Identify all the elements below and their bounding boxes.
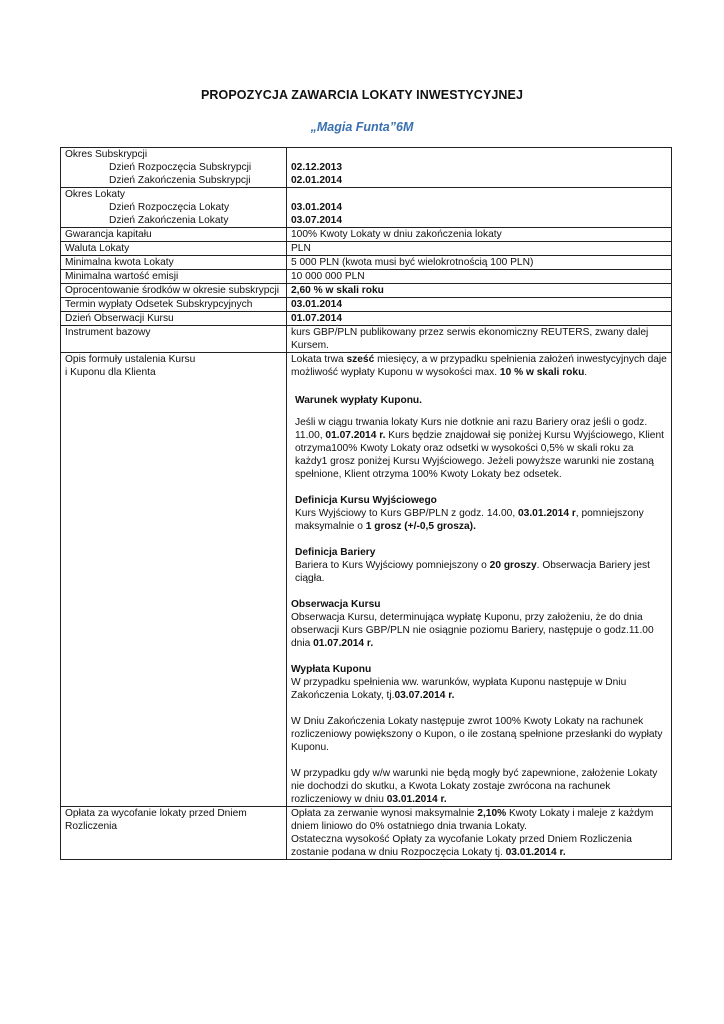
section-text: Bariera to Kurs Wyjściowy pomniejszony o 20 groszy. Obserwacja Bariery jest ciągła. — [295, 560, 650, 584]
row-value: 01.07.2014 — [291, 313, 342, 324]
row-okres-lokaty — [61, 188, 672, 228]
row-label: Oprocentowanie środków w okresie subskrypcji — [61, 284, 287, 298]
oplata-final-text: Ostateczna wysokość Opłaty za wycofanie Lokaty przed Dniem Rozliczenia zostanie podana w dniu Rozpoczęcia Lokaty tj. 03.01.2014 r. — [291, 834, 632, 858]
section-heading: Wypłata Kuponu — [291, 664, 372, 675]
row-label: Minimalna kwota Lokaty — [61, 256, 287, 270]
value-cell — [287, 298, 672, 312]
row-oplata — [61, 807, 672, 860]
row-oprocentowanie — [61, 284, 672, 298]
row-waluta — [61, 242, 672, 256]
product-name: „Magia Funta”6M — [310, 120, 414, 134]
row-sublabel: Dzień Zakończenia Subskrypcji — [109, 175, 251, 186]
brak-skutku-paragraph: W przypadku gdy w/w warunki nie będą mogły być zapewnione, założenie Lokaty nie dochodzi do skutku, a Kwota Lokaty zostaje zwrócona na rachunek rozliczeniowy w dniu 03.01.2014 r. — [291, 768, 658, 805]
row-okres-subskrypcji — [61, 148, 672, 188]
terms-table — [60, 147, 672, 860]
row-value: kurs GBP/PLN publikowany przez serwis ekonomiczny REUTERS, zwany dalej Kursem. — [287, 326, 672, 353]
value-cell — [287, 148, 672, 188]
date-value: 02.01.2014 — [291, 175, 342, 186]
row-label: Waluta Lokaty — [61, 242, 287, 256]
row-value: 100% Kwoty Lokaty w dniu zakończenia lokaty — [287, 228, 672, 242]
section-heading: Definicja Kursu Wyjściowego — [295, 495, 437, 506]
row-instrument — [61, 326, 672, 353]
row-value: 5 000 PLN (kwota musi być wielokrotnością 100 PLN) — [287, 256, 672, 270]
row-dzien-obserwacji — [61, 312, 672, 326]
row-min-emisja — [61, 270, 672, 284]
section-text: W przypadku spełnienia ww. warunków, wypłata Kuponu następuje w Dniu Zakończenia Lokaty, tj.03.07.2014 r. — [291, 677, 627, 701]
section-heading: Warunek wypłaty Kuponu. — [295, 395, 422, 406]
date-value: 03.07.2014 — [291, 215, 342, 226]
page-title: PROPOZYCJA ZAWARCIA LOKATY INWESTYCYJNEJ — [200, 88, 524, 102]
row-opis-formuly — [61, 353, 672, 807]
row-value: 03.01.2014 — [291, 299, 342, 310]
section-text: Kurs Wyjściowy to Kurs GBP/PLN z godz. 14.00, 03.01.2014 r, pomniejszony maksymalnie o 1 grosz (+/-0,5 grosza). — [295, 508, 644, 532]
row-sublabel: Dzień Rozpoczęcia Lokaty — [109, 202, 230, 213]
row-sublabel: Dzień Rozpoczęcia Subskrypcji — [109, 162, 252, 173]
label-cell — [61, 188, 287, 228]
row-label: Okres Lokaty — [65, 189, 126, 200]
label-cell — [61, 353, 287, 807]
zwrot-paragraph: W Dniu Zakończenia Lokaty następuje zwrot 100% Kwoty Lokaty na rachunek rozliczeniowy powiększony o Kupon, o ile zostaną spełnione przesłanki do wypłaty Kuponu. — [291, 716, 663, 753]
date-value: 02.12.2013 — [291, 162, 342, 173]
section-text: Obserwacja Kursu, determinująca wypłatę Kuponu, przy założeniu, że do dnia obserwacji Kurs GBP/PLN nie osiągnie poziomu Bariery, następuje o godz.11.00 dnia 01.07.2014 r. — [291, 612, 654, 649]
row-gwarancja — [61, 228, 672, 242]
wyplata-section — [291, 663, 667, 702]
value-cell — [287, 807, 672, 860]
row-value: 10 000 000 PLN — [287, 270, 672, 284]
section-text: Jeśli w ciągu trwania lokaty Kurs nie dotknie ani razu Bariery oraz jeśli o godz. 11.00, 01.07.2014 r. Kurs będzie znajdował się poniżej Kursu Wyjściowego, Klient otrzyma100% Kwoty Lokaty oraz odsetki w wysokości 0,5% w skali roku za każdy1 grosz poniżej Kursu Wyjściowego. Jeżeli powyższe warunki nie zostaną spełnione, Klient otrzyma 100% Kwoty Lokaty bez odsetek. — [295, 417, 664, 480]
label-cell — [61, 148, 287, 188]
row-value: 2,60 % w skali roku — [291, 285, 384, 296]
obserwacja-section — [291, 598, 667, 650]
row-label: Opis formuły ustalenia Kursu — [65, 354, 196, 365]
row-value: PLN — [287, 242, 672, 256]
value-cell — [287, 312, 672, 326]
warunek-section — [291, 394, 667, 481]
intro-paragraph: Lokata trwa sześć miesięcy, a w przypadku spełnienia założeń inwestycyjnych daje możliwość wypłaty Kuponu w wysokości max. 10 % w skali roku. — [291, 354, 667, 378]
section-heading: Definicja Bariery — [295, 547, 376, 558]
def-kursu-section — [291, 494, 667, 533]
value-cell — [287, 284, 672, 298]
row-label: i Kuponu dla Klienta — [65, 367, 156, 378]
row-label: Instrument bazowy — [61, 326, 287, 353]
row-label: Minimalna wartość emisji — [61, 270, 287, 284]
row-min-kwota — [61, 256, 672, 270]
def-bariery-section — [291, 546, 667, 585]
section-heading: Obserwacja Kursu — [291, 599, 381, 610]
row-label: Termin wypłaty Odsetek Subskrypcyjnych — [61, 298, 287, 312]
row-label: Dzień Obserwacji Kursu — [61, 312, 287, 326]
value-cell — [287, 188, 672, 228]
row-label: Okres Subskrypcji — [65, 149, 148, 160]
row-label: Gwarancja kapitału — [61, 228, 287, 242]
oplata-text: Opłata za zerwanie wynosi maksymalnie 2,10% Kwoty Lokaty i maleje z każdym dniem liniowo do 0% ostatniego dnia trwania Lokaty. — [291, 808, 654, 832]
row-sublabel: Dzień Zakończenia Lokaty — [109, 215, 229, 226]
description-cell — [287, 353, 672, 807]
date-value: 03.01.2014 — [291, 202, 342, 213]
row-label: Opłata za wycofanie lokaty przed Dniem Rozliczenia — [61, 807, 287, 860]
row-termin-wyplaty — [61, 298, 672, 312]
